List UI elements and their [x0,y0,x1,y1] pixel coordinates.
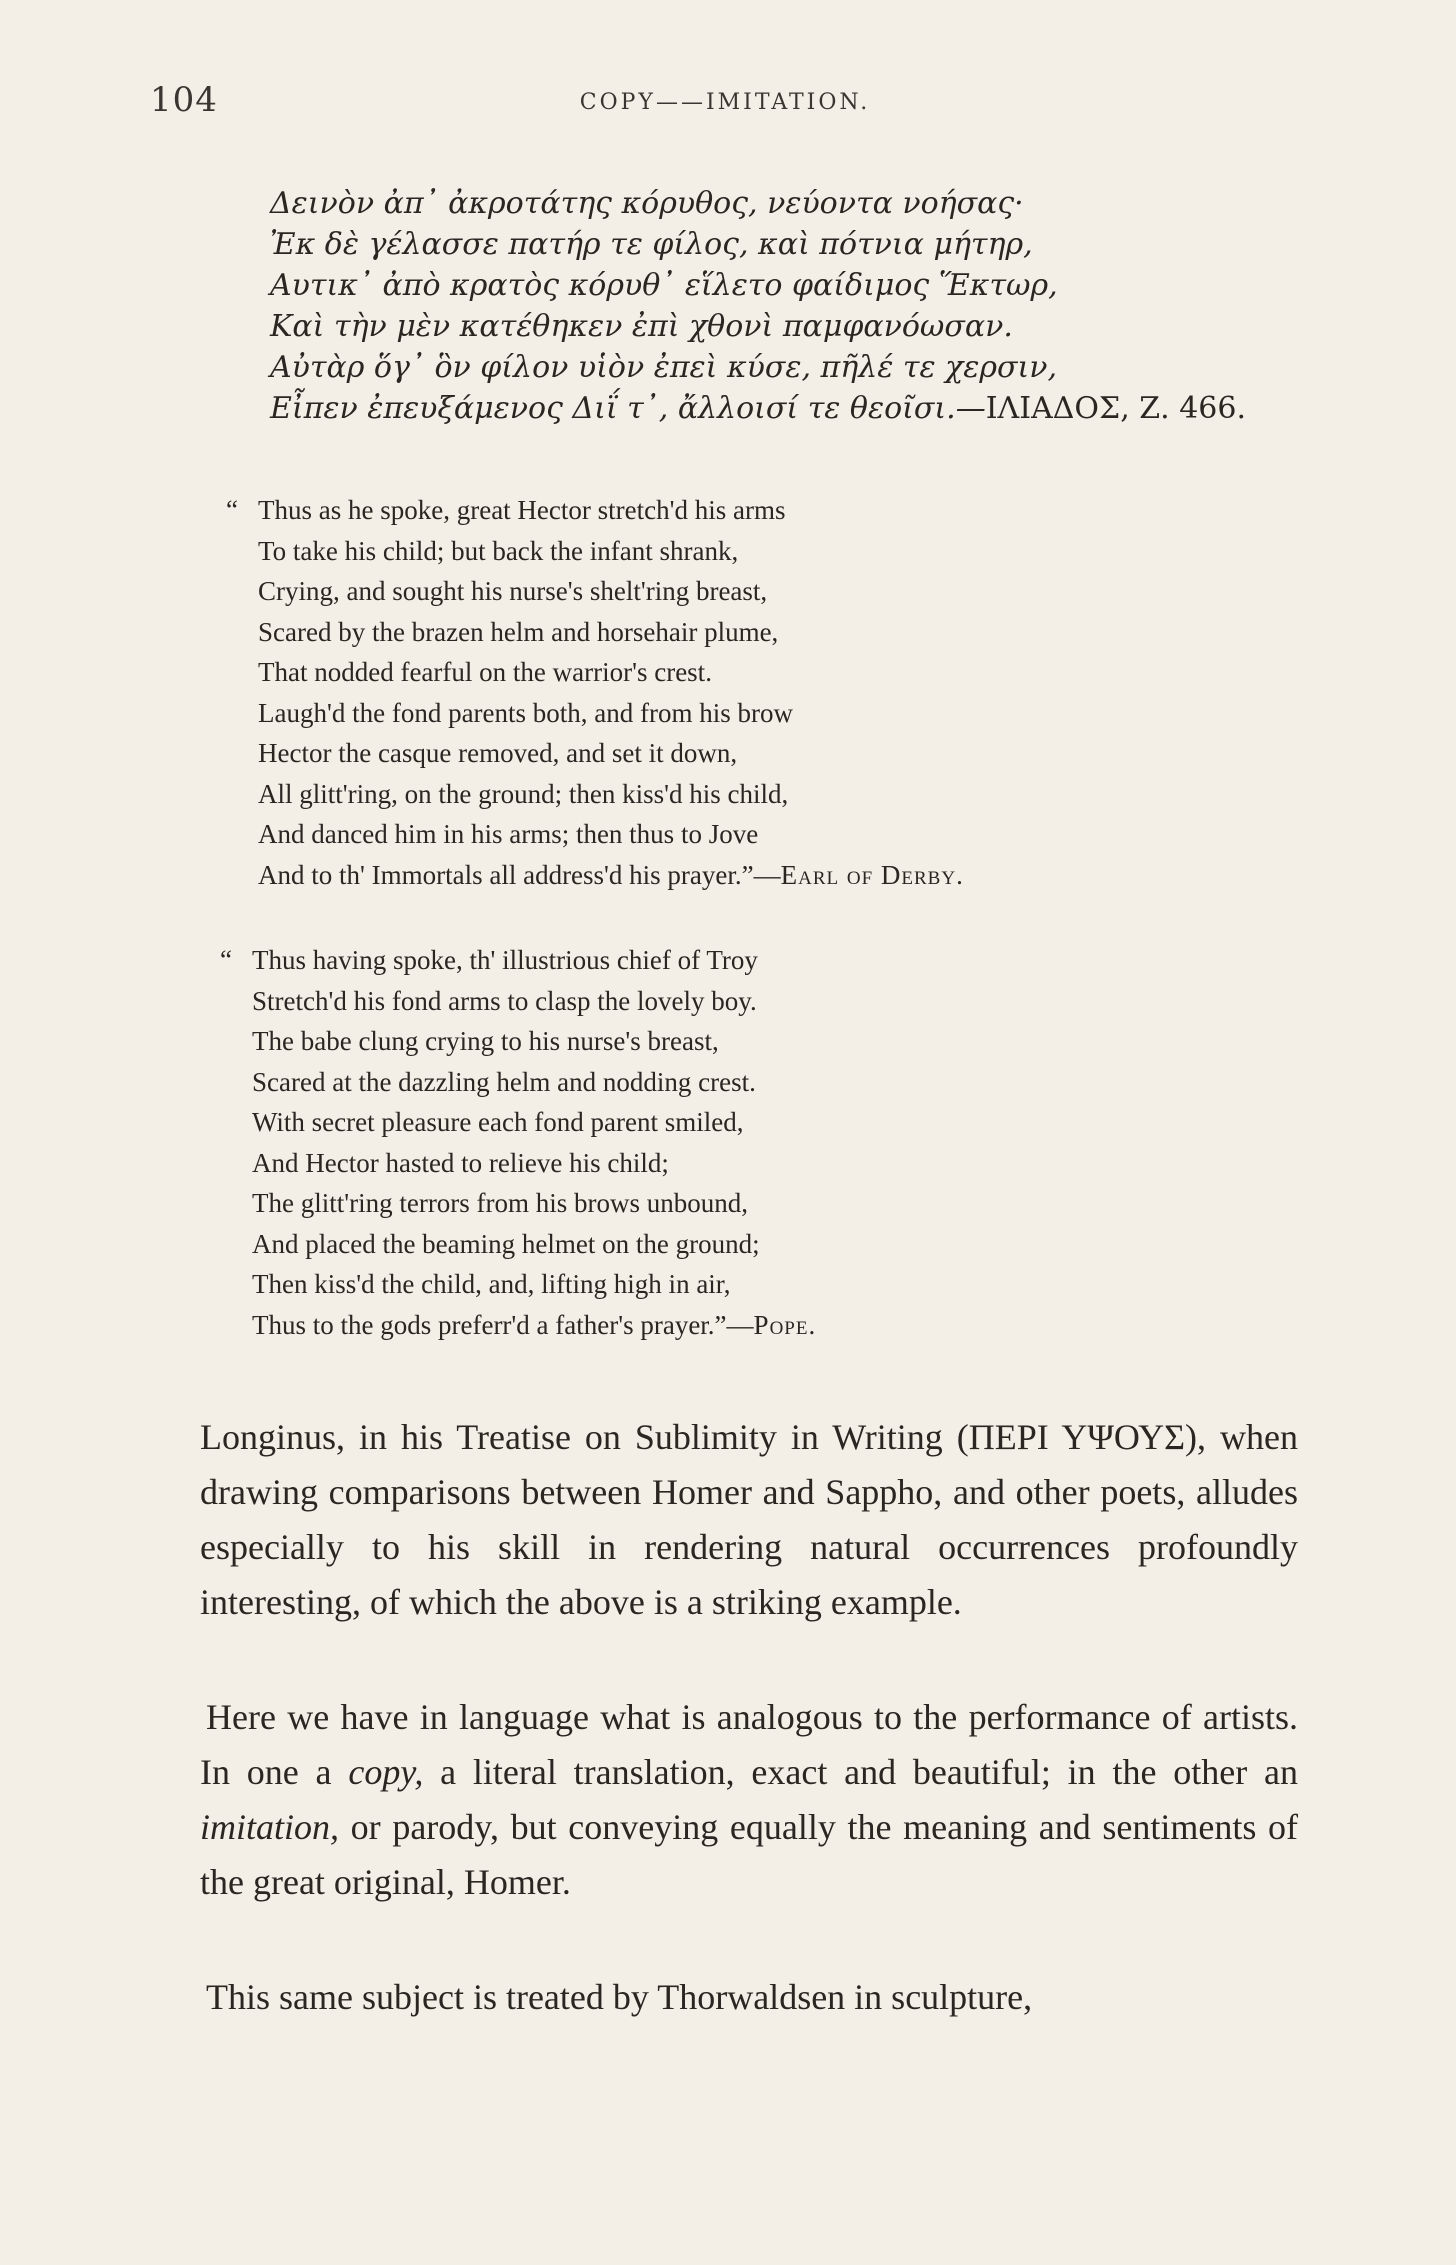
paragraph-thorwaldsen [200,1970,1298,2025]
verse-line: Scared at the dazzling helm and nodding crest. [252,1066,756,1097]
pope-translation [220,940,1312,1345]
greek-quotation [270,183,1330,429]
verse-line: Stretch'd his fond arms to clasp the lovely boy. [252,985,757,1016]
greek-line: Αυτικ᾽ ἀπὸ κρατὸς κόρυθ᾽ εἵλετο φαίδιμος Ἕκτωρ, [270,268,1058,303]
verse-line-last [258,855,1318,896]
verse-line: And placed the beaming helmet on the ground; [252,1228,760,1259]
verse-line: Crying, and sought his nurse's shelt'ring breast, [258,576,768,606]
attribution: Pope. [753,1309,817,1340]
verse-line: The babe clung crying to his nurse's breast, [252,1026,719,1056]
text-run: Here we have in language what is analogous to the performance of artists. In one a [200,1697,1298,1792]
paragraph-text: Longinus, in his Treatise on Sublimity in Writing (ΠΕΡΙ ΥΨΟΥΣ), when drawing comparisons between Homer and Sappho, and other poets, alludes especially to his skill in rendering natural occurrences profoundly interesting, of which the above is a striking example. [200,1417,1298,1622]
verse-line: Scared by the brazen helm and horsehair plume, [258,616,779,647]
verse-line: Hector the casque removed, and set it down, [258,738,738,768]
greek-line: Ἐκ δὲ γέλασσε πατήρ τε φίλος, καὶ πότνια μήτηρ, [270,227,1033,262]
verse-line: Laugh'd the fond parents both, and from his brow [258,697,794,728]
derby-translation [226,490,1318,895]
verse-line: The glitt'ring terrors from his brows unbound, [252,1188,749,1218]
paragraph-text [200,1690,1298,1910]
verse-line: And danced him in his arms; then thus to Jove [258,819,759,849]
greek-line: Καὶ τὴν μὲν κατέθηκεν ἐπὶ χθονὶ παμφανόωσαν. [270,309,1013,344]
verse-line: That nodded fearful on the warrior's crest. [258,657,712,687]
attribution: Earl of Derby. [780,859,964,890]
emphasis-imitation: imitation, [200,1807,340,1847]
paragraph-text: This same subject is treated by Thorwaldsen in sculpture, [206,1977,1033,2017]
paragraph-longinus [200,1410,1298,1630]
greek-line: Δεινὸν ἀπ᾽ ἀκροτάτης κόρυθος, νεύοντα νοήσας· [270,186,1024,221]
verse-line: All glitt'ring, on the ground; then kiss'd his child, [258,778,789,809]
greek-line-last [270,388,1330,429]
running-title: COPY——IMITATION. [579,90,871,115]
greek-reference: ΙΛΙΑΔΟΣ, Ζ. 466. [985,391,1246,426]
verse-line: Thus having spoke, th' illustrious chief of Troy [252,945,758,975]
verse-line: To take his child; but back the infant shrank, [258,535,739,566]
verse-line-last [252,1305,1312,1346]
open-quote: “ [220,945,232,975]
verse-line: With secret pleasure each fond parent smiled, [252,1107,744,1137]
emphasis-copy: copy, [348,1752,424,1792]
greek-line: Αὐτὰρ ὅγ᾽ ὃν φίλον υἱὸν ἐπεὶ κύσε, πῆλέ τε χερσιν, [270,350,1058,385]
page-header [150,80,1300,130]
verse-line: Then kiss'd the child, and, lifting high in air, [252,1269,731,1299]
greek-line-text: Εἶπεν ἐπευξάμενος Διΐ τ᾽, ἄλλοισί τε θεοῖσι.— [270,391,986,426]
paragraph-copy-imitation [200,1690,1298,1910]
verse-line-text: Thus to the gods preferr'd a father's prayer.”— [252,1309,754,1340]
open-quote: “ [226,495,238,525]
page-number: 104 [150,80,218,120]
text-run: or parody, but conveying equally the meaning and sentiments of the great original, Homer. [200,1807,1298,1902]
text-run: a literal translation, exact and beautiful; in the other an [423,1752,1298,1792]
verse-line: And Hector hasted to relieve his child; [252,1147,669,1178]
verse-line: Thus as he spoke, great Hector stretch'd his arms [258,495,786,525]
verse-line-text: And to th' Immortals all address'd his prayer.”— [258,859,781,890]
